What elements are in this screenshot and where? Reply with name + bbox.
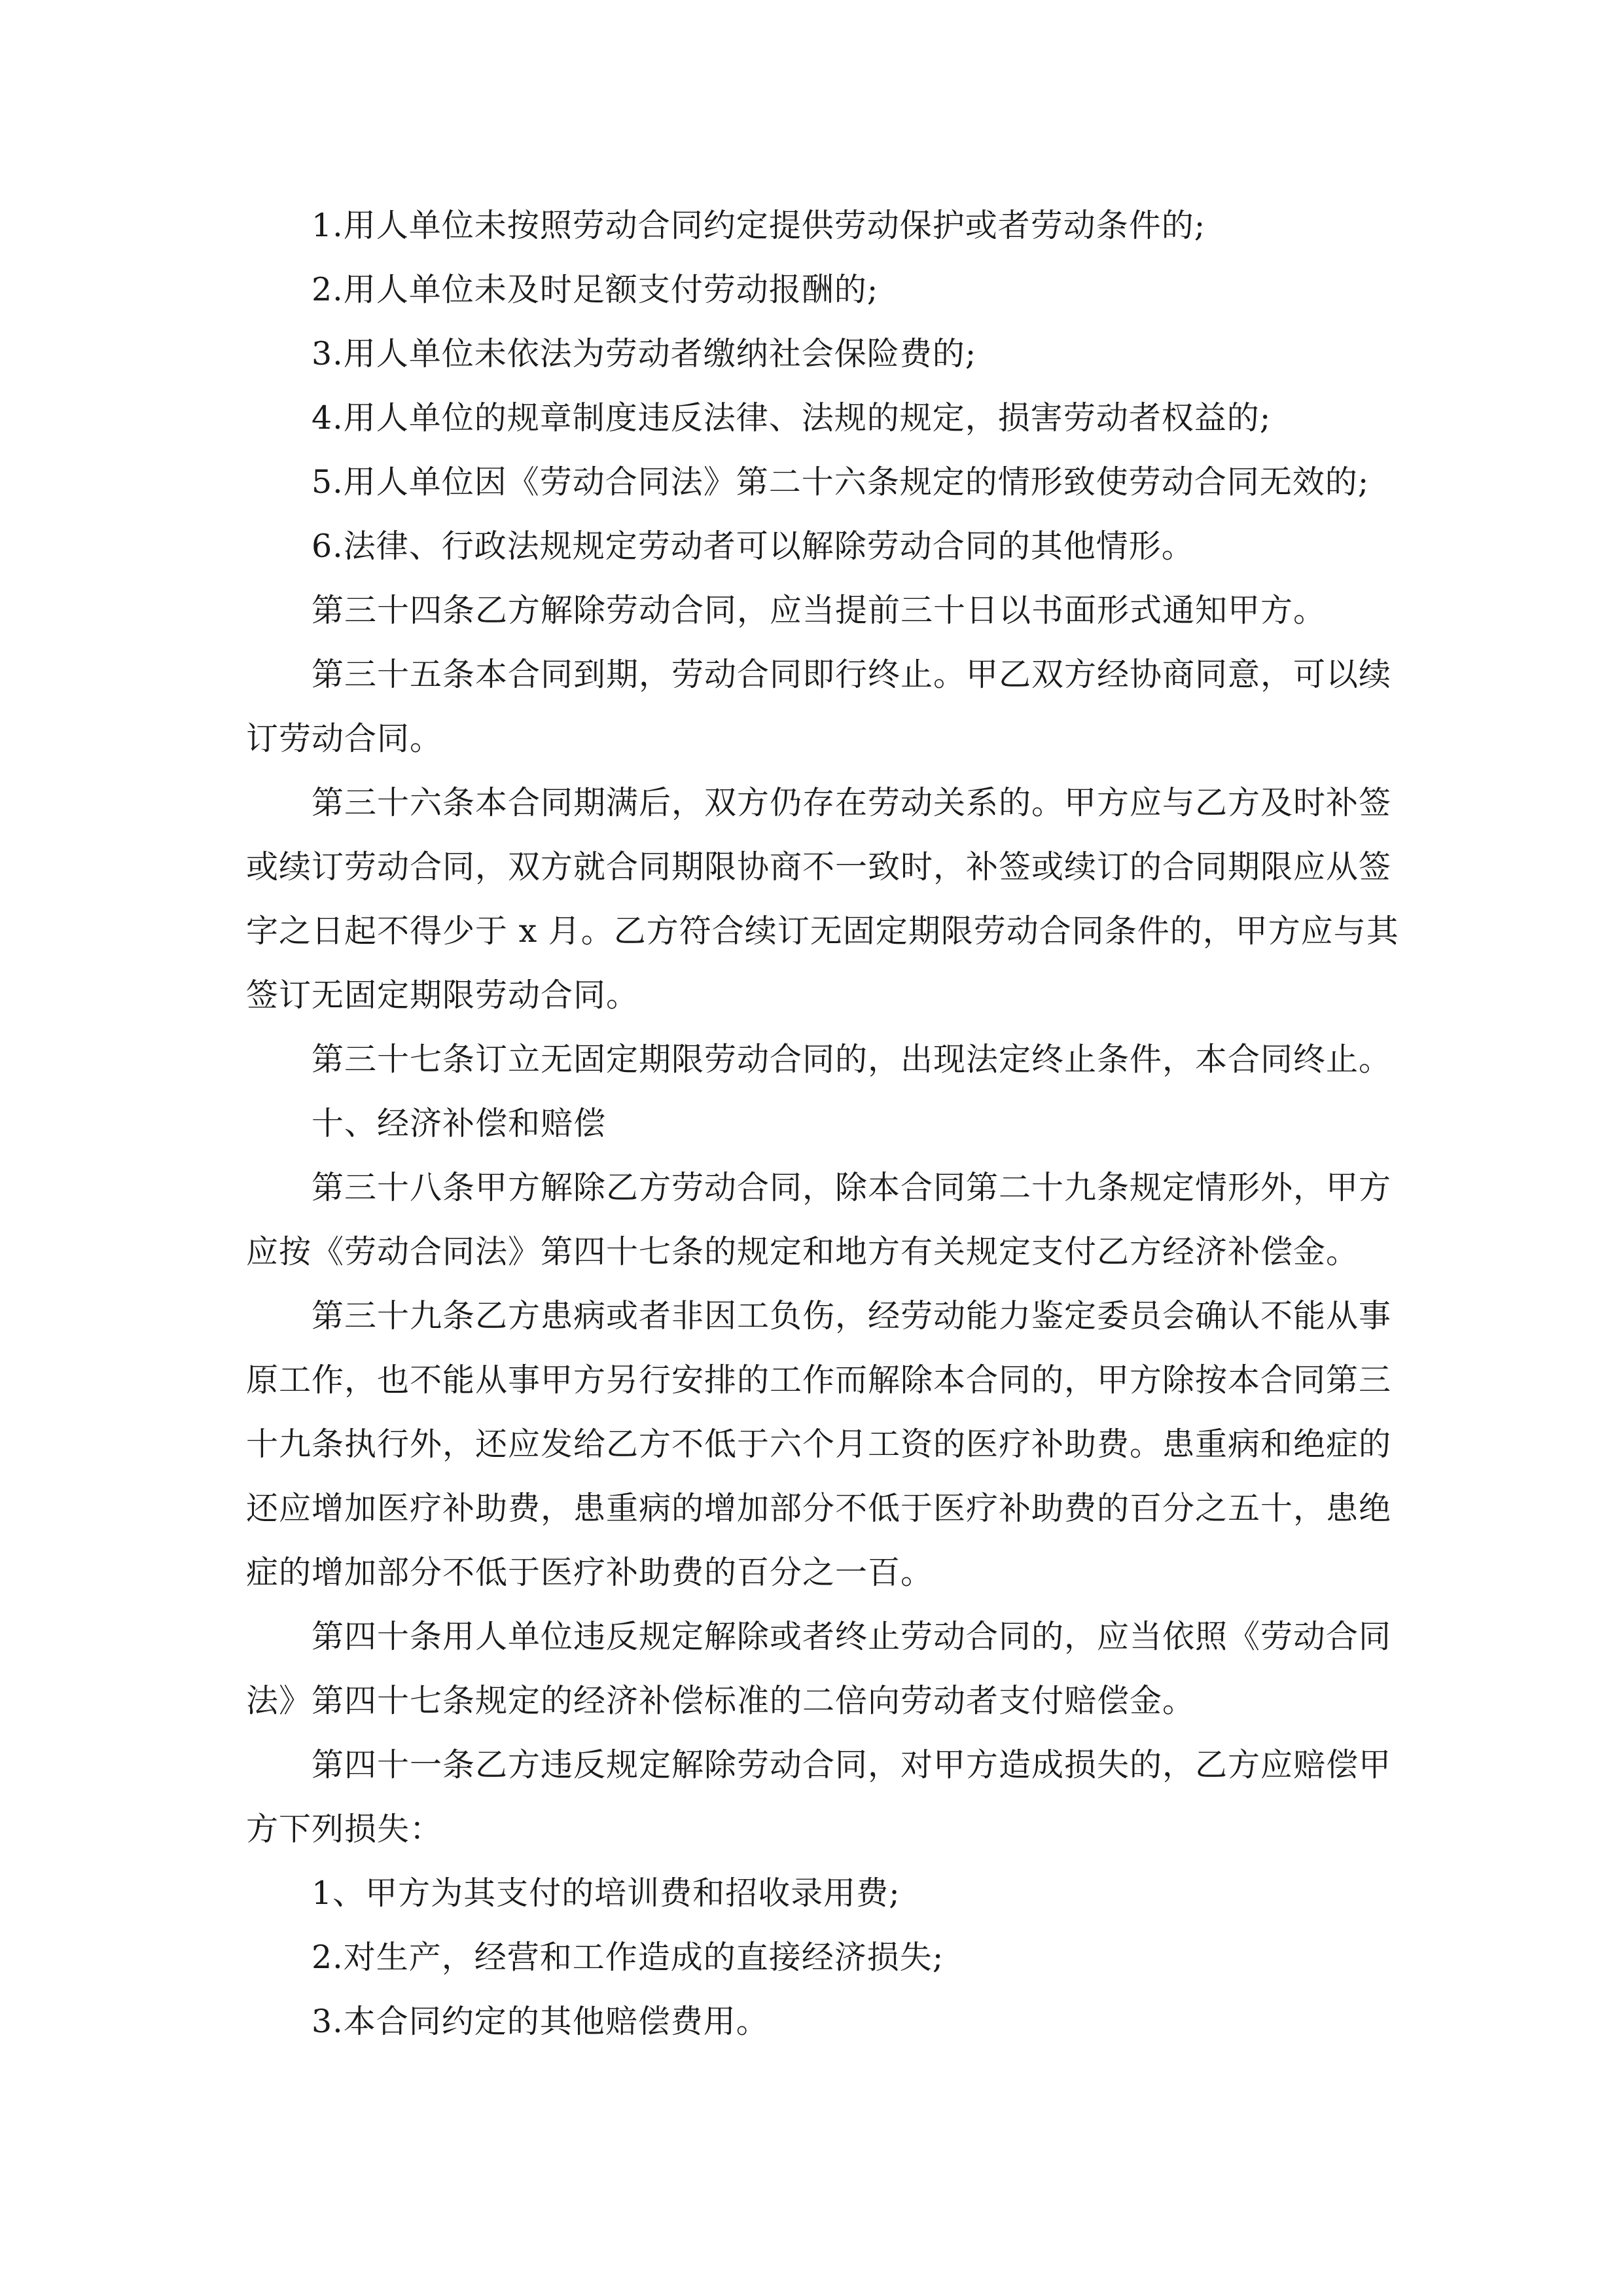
document-body — [246, 194, 1399, 2054]
paragraph-line: 第四十一条乙方违反规定解除劳动合同，对甲方造成损失的，乙方应赔偿甲 — [312, 1746, 1392, 1784]
paragraph-line: 签订无固定期限劳动合同。 — [246, 977, 639, 1014]
paragraph-line: 或续订劳动合同，双方就合同期限协商不一致时，补签或续订的合同期限应从签 — [246, 848, 1392, 886]
paragraph-line: 原工作，也不能从事甲方另行安排的工作而解除本合同的，甲方除按本合同第三 — [246, 1361, 1392, 1399]
paragraph-line: 6.法律、行政法规规定劳动者可以解除劳动合同的其他情形。 — [312, 528, 1194, 565]
paragraph-line: 法》第四十七条规定的经济补偿标准的二倍向劳动者支付赔偿金。 — [246, 1682, 1196, 1719]
paragraph-line: 第三十七条订立无固定期限劳动合同的，出现法定终止条件，本合同终止。 — [312, 1041, 1392, 1078]
paragraph-line: 4.用人单位的规章制度违反法律、法规的规定，损害劳动者权益的; — [312, 399, 1272, 437]
paragraph-line: 方下列损失： — [246, 1810, 443, 1848]
paragraph-line: 1、甲方为其支付的培训费和招收录用费; — [312, 1874, 901, 1912]
paragraph-line: 2.对生产，经营和工作造成的直接经济损失; — [312, 1939, 944, 1976]
paragraph-line: 还应增加医疗补助费，患重病的增加部分不低于医疗补助费的百分之五十，患绝 — [246, 1490, 1392, 1527]
paragraph-line: 订劳动合同。 — [246, 720, 443, 757]
paragraph-line: 第三十九条乙方患病或者非因工负伤，经劳动能力鉴定委员会确认不能从事 — [312, 1297, 1392, 1335]
paragraph-line: 字之日起不得少于 x 月。乙方符合续订无固定期限劳动合同条件的，甲方应与其 — [246, 912, 1399, 950]
paragraph-line: 3.本合同约定的其他赔偿费用。 — [312, 2003, 769, 2040]
paragraph-line: 2.用人单位未及时足额支付劳动报酬的; — [312, 271, 879, 308]
paragraph-line: 3.用人单位未依法为劳动者缴纳社会保险费的; — [312, 335, 977, 372]
paragraph-line: 第三十五条本合同到期，劳动合同即行终止。甲乙双方经协商同意，可以续 — [312, 656, 1392, 693]
paragraph-line: 第四十条用人单位违反规定解除或者终止劳动合同的，应当依照《劳动合同 — [312, 1618, 1392, 1655]
paragraph-line: 症的增加部分不低于医疗补助费的百分之一百。 — [246, 1554, 934, 1591]
paragraph-line: 1.用人单位未按照劳动合同约定提供劳动保护或者劳动条件的; — [312, 207, 1206, 244]
paragraph-line: 第三十六条本合同期满后，双方仍存在劳动关系的。甲方应与乙方及时补签 — [312, 784, 1392, 821]
paragraph-line: 5.用人单位因《劳动合同法》第二十六条规定的情形致使劳动合同无效的; — [312, 463, 1370, 501]
paragraph-line: 第三十八条甲方解除乙方劳动合同，除本合同第二十九条规定情形外，甲方 — [312, 1169, 1392, 1206]
paragraph-line: 应按《劳动合同法》第四十七条的规定和地方有关规定支付乙方经济补偿金。 — [246, 1233, 1359, 1270]
paragraph-line: 第三十四条乙方解除劳动合同，应当提前三十日以书面形式通知甲方。 — [312, 592, 1327, 629]
section-heading: 十、经济补偿和赔偿 — [312, 1105, 607, 1142]
paragraph-line: 十九条执行外，还应发给乙方不低于六个月工资的医疗补助费。患重病和绝症的 — [246, 1426, 1392, 1463]
